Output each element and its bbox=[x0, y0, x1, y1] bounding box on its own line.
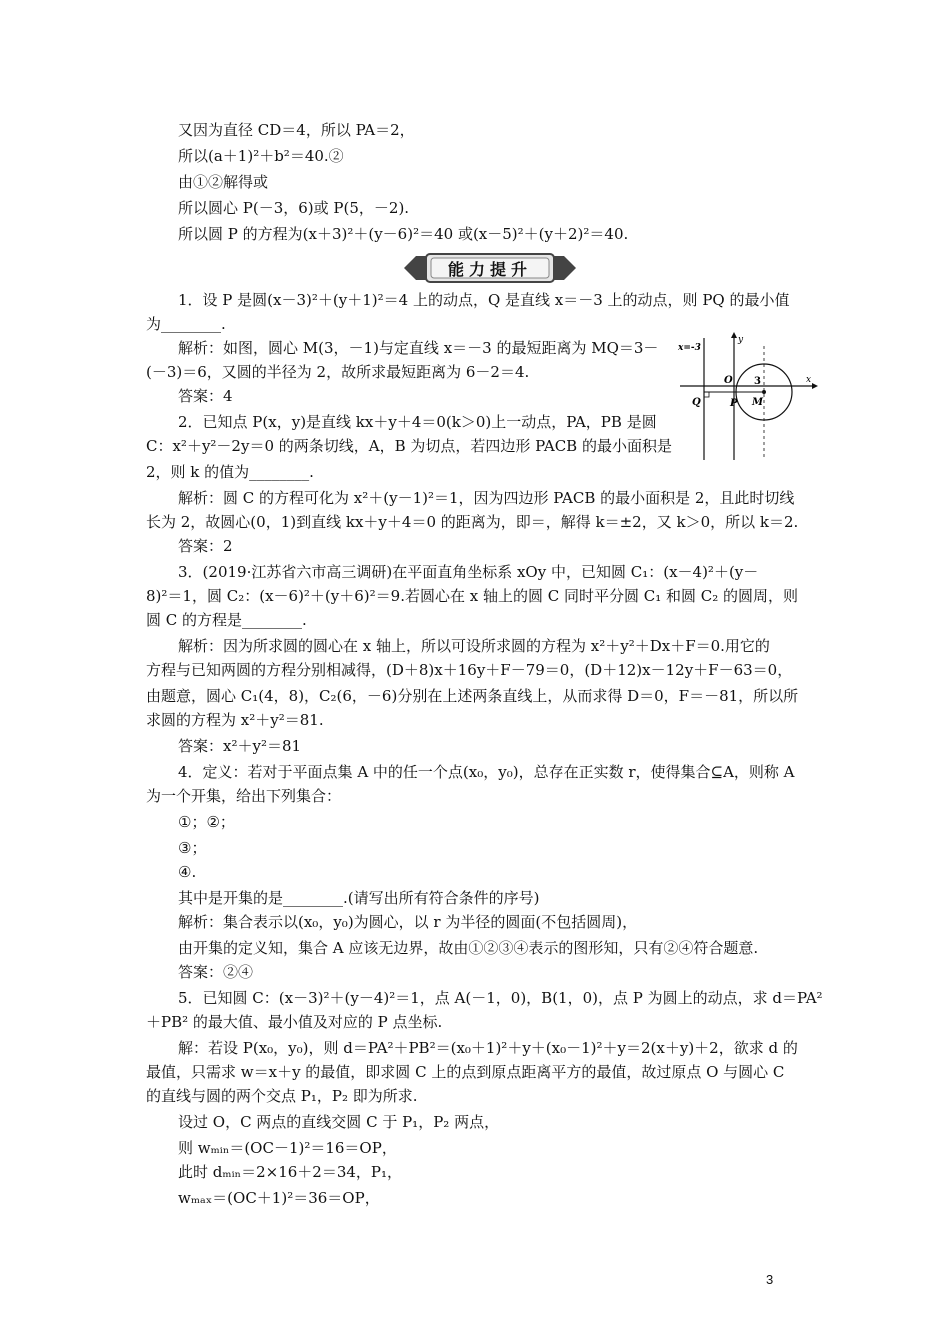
point-q-label: Q bbox=[692, 397, 701, 408]
line-label: x=-3 bbox=[678, 343, 701, 353]
tick-3-label: 3 bbox=[754, 376, 761, 387]
text-line: wₘₐₓ＝(OC＋1)²＝36＝OP， bbox=[178, 1189, 380, 1207]
text-line: 此时 dₘᵢₙ＝2×16＋2＝34，P₁， bbox=[178, 1163, 403, 1181]
text-line: 2，则 k 的值为________. bbox=[146, 463, 314, 481]
text-line: 求圆的方程为 x²＋y²＝81. bbox=[146, 711, 324, 729]
text-line: 长为 2，故圆心(0，1)到直线 kx＋y＋4＝0 的距离为，即＝，解得 k＝±2，又 k＞0，所以 k＝2. bbox=[146, 513, 799, 531]
text-line: C：x²＋y²－2y＝0 的两条切线，A，B 为切点，若四边形 PACB 的最小面积是 bbox=[146, 437, 672, 455]
text-line: 最值，只需求 w＝x＋y 的最值，即求圆 C 上的点到原点距离平方的最值，故过原点 O 与圆心 C bbox=[146, 1063, 785, 1081]
text-line: 所以(a＋1)²＋b²＝40.② bbox=[178, 147, 344, 165]
banner-title: 能力提升 bbox=[447, 259, 532, 279]
text-line: 2．已知点 P(x，y)是直线 kx＋y＋4＝0(k＞0)上一动点，PA，PB 是圆 bbox=[178, 413, 657, 431]
text-line: (－3)＝6，又圆的半径为 2，故所求最短距离为 6－2＝4. bbox=[146, 363, 530, 381]
text-line: 答案：2 bbox=[178, 537, 233, 555]
text-line: 由开集的定义知，集合 A 应该无边界，故由①②③④表示的图形知，只有②④符合题意. bbox=[178, 939, 759, 957]
point-m-label: M bbox=[752, 397, 764, 408]
section-banner bbox=[404, 252, 576, 284]
text-line: 解析：集合表示以(x₀，y₀)为圆心，以 r 为半径的圆面(不包括圆周)， bbox=[178, 913, 638, 931]
text-line: 由①②解得或 bbox=[178, 173, 269, 191]
text-line: 解：若设 P(x₀，y₀)，则 d＝PA²＋PB²＝(x₀＋1)²＋y＋(x₀－1)²＋y＝2(x＋y)＋2，欲求 d 的 bbox=[178, 1039, 798, 1057]
text-line: 又因为直径 CD＝4，所以 PA＝2， bbox=[178, 121, 415, 139]
page-number: 3 bbox=[766, 1272, 774, 1287]
text-line: ③； bbox=[178, 839, 207, 857]
text-line: 解析：因为所求圆的圆心在 x 轴上，所以可设所求圆的方程为 x²＋y²＋Dx＋F＝0.用它的 bbox=[178, 637, 770, 655]
text-line: 设过 O，C 两点的直线交圆 C 于 P₁，P₂ 两点， bbox=[178, 1113, 500, 1131]
text-line: 则 wₘᵢₙ＝(OC－1)²＝16＝OP， bbox=[178, 1139, 397, 1157]
text-line: 4．定义：若对于平面点集 A 中的任一个点(x₀，y₀)，总存在正实数 r，使得集合⊆A，则称 A bbox=[178, 763, 795, 781]
text-line: 为一个开集，给出下列集合： bbox=[146, 787, 342, 805]
point-p-label: P bbox=[730, 398, 738, 409]
text-line: 答案：x²＋y²＝81 bbox=[178, 737, 302, 755]
text-line: 所以圆心 P(－3，6)或 P(5，－2). bbox=[178, 199, 410, 217]
text-line: 为________. bbox=[146, 315, 226, 333]
text-line: 3．(2019·江苏省六市高三调研)在平面直角坐标系 xOy 中，已知圆 C₁：(x－4)²＋(y－ bbox=[178, 563, 759, 581]
text-line: 解析：圆 C 的方程可化为 x²＋(y－1)²＝1，因为四边形 PACB 的最小面积是 2，且此时切线 bbox=[178, 489, 795, 507]
text-line: 的直线与圆的两个交点 P₁，P₂ 即为所求. bbox=[146, 1087, 418, 1105]
text-line: 解析：如图，圆心 M(3，－1)与定直线 x＝－3 的最短距离为 MQ＝3－ bbox=[178, 339, 659, 357]
text-line: 1．设 P 是圆(x－3)²＋(y＋1)²＝4 上的动点，Q 是直线 x＝－3 上的动点，则 PQ 的最小值 bbox=[178, 291, 790, 309]
text-line: 答案：②④ bbox=[178, 963, 254, 981]
text-line: 方程与已知两圆的方程分别相减得，(D＋8)x＋16y＋F－79＝0，(D＋12)x－12y＋F－63＝0， bbox=[146, 661, 793, 679]
text-line: ①；②； bbox=[178, 813, 235, 831]
text-line: 其中是开集的是________.(请写出所有符合条件的序号) bbox=[178, 889, 540, 907]
coordinate-figure-icon bbox=[676, 330, 818, 462]
text-line: 圆 C 的方程是________. bbox=[146, 611, 307, 629]
origin-label: O bbox=[724, 375, 733, 386]
text-line: 由题意，圆心 C₁(4，8)，C₂(6，－6)分别在上述两条直线上，从而求得 D＝0，F＝－81，所以所 bbox=[146, 687, 799, 705]
text-line: ④. bbox=[178, 863, 197, 881]
axis-x-label: x bbox=[806, 375, 812, 385]
text-line: 答案：4 bbox=[178, 387, 233, 405]
text-line: 所以圆 P 的方程为(x＋3)²＋(y－6)²＝40 或(x－5)²＋(y＋2)²＝40. bbox=[178, 225, 629, 243]
text-line: 8)²＝1，圆 C₂：(x－6)²＋(y＋6)²＝9.若圆心在 x 轴上的圆 C 同时平分圆 C₁ 和圆 C₂ 的圆周，则 bbox=[146, 587, 799, 605]
text-line: 5．已知圆 C：(x－3)²＋(y－4)²＝1，点 A(－1，0)，B(1，0)，点 P 为圆上的动点，求 d＝PA² bbox=[178, 989, 823, 1007]
circle-diagram bbox=[676, 330, 818, 462]
axis-y-label: y bbox=[738, 335, 744, 345]
text-line: ＋PB² 的最大值、最小值及对应的 P 点坐标. bbox=[146, 1013, 443, 1031]
